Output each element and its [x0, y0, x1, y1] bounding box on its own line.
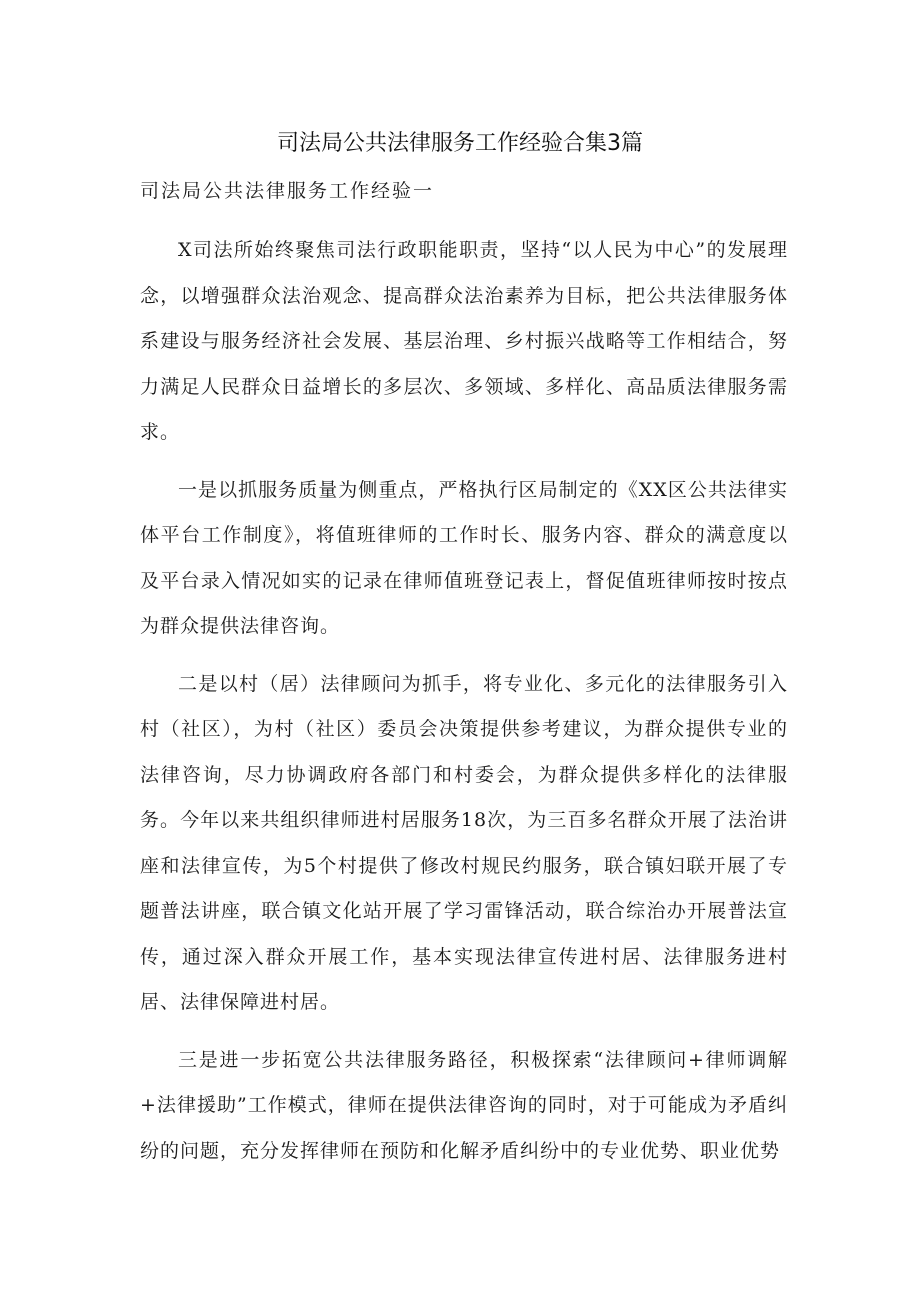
document-title: 司法局公共法律服务工作经验合集3篇: [277, 131, 643, 156]
paragraph-intro: X司法所始终聚焦司法行政职能职责，坚持“以人民为中心”的发展理念，以增强群众法治观念、提高群众法治素养为目标，把公共法律服务体系建设与服务经济社会发展、基层治理、乡村振兴战略等工作相结合，努力满足人民群众日益增长的多层次、多领域、多样化、高品质法律服务需求。: [140, 239, 788, 443]
paragraph-point-three: 三是进一步拓宽公共法律服务路径，积极探索“法律顾问+律师调解+法律援助”工作模式，律师在提供法律咨询的同时，对于可能成为矛盾纠纷的问题，充分发挥律师在预防和化解矛盾纠纷中的专业优势、职业优势: [140, 1048, 788, 1162]
section-heading: 司法局公共法律服务工作经验一: [140, 180, 435, 202]
paragraph-point-two: 二是以村（居）法律顾问为抓手，将专业化、多元化的法律服务引入村（社区），为村（社区）委员会决策提供参考建议，为群众提供专业的法律咨询，尽力协调政府各部门和村委会，为群众提供多样化的法律服务。今年以来共组织律师进村居服务18次，为三百多名群众开展了法治讲座和法律宣传，为5个村提供了修改村规民约服务，联合镇妇联开展了专题普法讲座，联合镇文化站开展了学习雷锋活动，联合综治办开展普法宣传，通过深入群众开展工作，基本实现法律宣传进村居、法律服务进村居、法律保障进村居。: [140, 672, 788, 1013]
paragraph-point-one: 一是以抓服务质量为侧重点，严格执行区局制定的《XX区公共法律实体平台工作制度》，将值班律师的工作时长、服务内容、群众的满意度以及平台录入情况如实的记录在律师值班登记表上，督促值班律师按时按点为群众提供法律咨询。: [140, 478, 788, 637]
document-body: [140, 228, 788, 1186]
